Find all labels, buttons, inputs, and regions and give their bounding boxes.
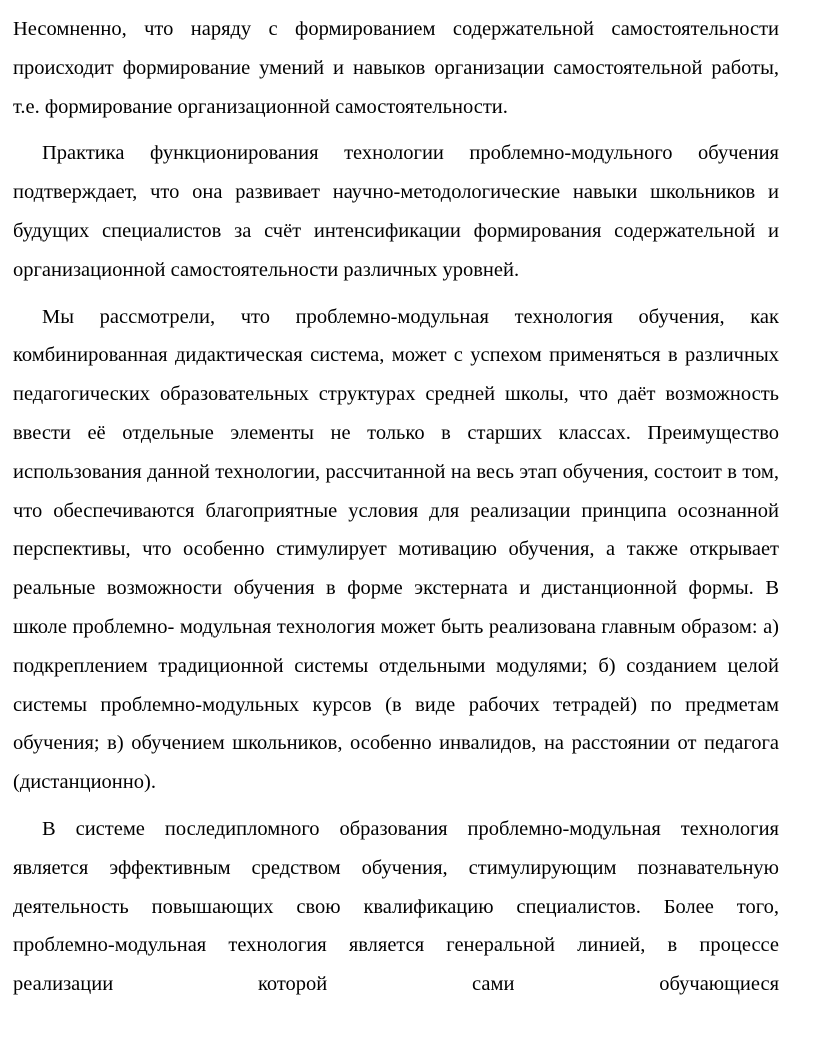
paragraph-3: Мы рассмотрели, что проблемно-модульная технология обучения, как комбинированная дидактическая система, может с успехом применяться в различных педагогических образовательных структурах средней школы, что даёт возможность ввести её отдельные элементы не только в старших классах. Преимущество использования данной технологии, рассчитанной на весь этап обучения, состоит в том, что обеспечиваются благоприятные условия для реализации принципа осознанной перспективы, что особенно стимулирует мотивацию обучения, а также открывает реальные возможности обучения в форме экстерната и дистанционной формы. В школе проблемно- модульная технология может быть реализована главным образом: а) подкреплением традиционной системы отдельными модулями; б) созданием целой системы проблемно-модульных курсов (в виде рабочих тетрадей) по предметам обучения; в) обучением школьников, особенно инвалидов, на расстоянии от педагога (дистанционно).	[13, 305, 779, 794]
paragraph-2: Практика функционирования технологии проблемно-модульного обучения подтверждает, что она развивает научно-методологические навыки школьников и будущих специалистов за счёт интенсификации формирования содержательной и организационной самостоятельности различных уровней.	[13, 142, 779, 281]
paragraph-4: В системе последипломного образования проблемно-модульная технология является эффективным средством обучения, стимулирующим познавательную деятельность повышающих свою квалификацию специалистов. Более того, проблемно-модульная технология является генеральной линией, в процессе реализации которой сами обучающиеся	[13, 817, 779, 996]
document-page	[13, 10, 779, 1004]
paragraph-1: Несомненно, что наряду с формированием содержательной самостоятельности происходит формирование умений и навыков организации самостоятельной работы, т.е. формирование организационной самостоятельности.	[13, 18, 779, 118]
